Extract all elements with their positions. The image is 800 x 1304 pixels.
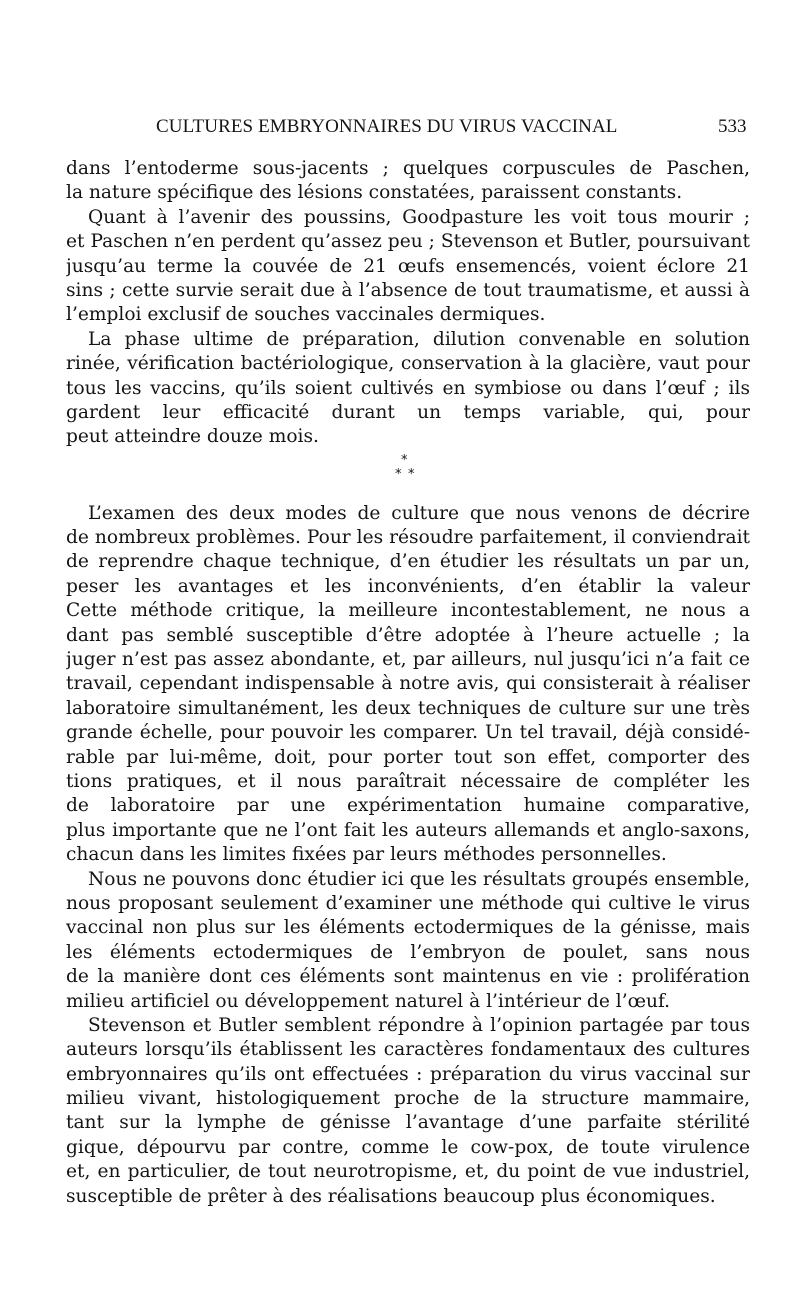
text-line: de laboratoire par une expérimentation humaine comparative, bbox=[66, 795, 750, 817]
text-line: plus importante que ne l’ont fait les auteurs allemands et anglo-saxons, bbox=[66, 819, 750, 841]
text-line: la nature spécifique des lésions constatées, paraissent constants. bbox=[66, 182, 683, 204]
text-line: et Paschen n’en perdent qu’assez peu ; Stevenson et Butler, poursuivant bbox=[66, 231, 750, 253]
section-separator bbox=[66, 452, 750, 490]
text-line: rinée, vérification bactériologique, conservation à la glacière, vaut pour bbox=[66, 353, 750, 375]
text-line: tous les vaccins, qu’ils soient cultivés en symbiose ou dans l’œuf ; ils bbox=[66, 377, 750, 399]
text-line: travail, cependant indispensable à notre avis, qui consisterait à réaliser bbox=[66, 673, 750, 695]
text-line: gique, dépourvu par contre, comme le cow-pox, de toute virulence bbox=[66, 1136, 750, 1158]
text-line: dans l’entoderme sous-jacents ; quelques corpuscules de Paschen, bbox=[66, 158, 750, 179]
text-line: peut atteindre douze mois. bbox=[66, 426, 319, 448]
text-line: Cette méthode critique, la meilleure incontestablement, ne nous a bbox=[66, 600, 750, 622]
text-line: juger n’est pas assez abondante, et, par ailleurs, nul jusqu’ici n’a fait ce bbox=[66, 649, 750, 671]
text-line: de nombreux problèmes. Pour les résoudre parfaitement, il conviendrait bbox=[66, 527, 750, 549]
text-line: dant pas semblé susceptible d’être adoptée à l’heure actuelle ; la bbox=[66, 624, 750, 646]
text-line: L’examen des deux modes de culture que nous venons de décrire bbox=[88, 502, 750, 524]
text-line: chacun dans les limites fixées par leurs méthodes personnelles. bbox=[66, 844, 667, 866]
text-line: auteurs lorsqu’ils établissent les caractères fondamentaux des cultures bbox=[66, 1039, 750, 1061]
text-line: de reprendre chaque technique, d’en étudier les résultats un par un, bbox=[66, 551, 750, 573]
text-line: nous proposant seulement d’examiner une méthode qui cultive le virus bbox=[66, 892, 750, 914]
text-line: milieu vivant, histologiquement proche de la structure mammaire, bbox=[66, 1088, 750, 1110]
text-line: peser les avantages et les inconvénients, d’en établir la valeur bbox=[66, 575, 750, 597]
separator-star: * bbox=[408, 466, 415, 482]
text-line: jusqu’au terme la couvée de 21 œufs ensemencés, voient éclore 21 bbox=[66, 255, 750, 277]
text-line: les éléments ectodermiques de l’embryon de poulet, sans nous bbox=[66, 941, 750, 963]
text-line: gardent leur efficacité durant un temps variable, qui, pour bbox=[66, 401, 750, 423]
text-line: Quant à l’avenir des poussins, Goodpasture les voit tous mourir ; bbox=[88, 206, 750, 228]
text-line: milieu artificiel ou développement naturel à l’intérieur de l’œuf. bbox=[66, 990, 671, 1012]
body-text bbox=[66, 157, 750, 1209]
text-line: et, en particulier, de tout neurotropisme, et, du point de vue industriel, bbox=[66, 1161, 750, 1183]
text-line: de la manière dont ces éléments sont maintenus en vie : prolifération bbox=[66, 966, 750, 988]
text-line: grande échelle, pour pouvoir les comparer. Un tel travail, déjà considé- bbox=[66, 722, 750, 744]
text-line: embryonnaires qu’ils ont effectuées : préparation du virus vaccinal sur bbox=[66, 1063, 750, 1085]
text-line: tant sur la lymphe de génisse l’avantage d’une parfaite stérilité bbox=[66, 1112, 750, 1134]
running-head bbox=[0, 116, 800, 140]
text-line: La phase ultime de préparation, dilution convenable en solution bbox=[88, 328, 750, 350]
text-line: susceptible de prêter à des réalisations beaucoup plus économiques. bbox=[66, 1185, 716, 1207]
text-line: sins ; cette survie serait due à l’absence de tout traumatisme, et aussi à bbox=[66, 279, 750, 301]
running-title: CULTURES EMBRYONNAIRES DU VIRUS VACCINAL bbox=[156, 116, 618, 137]
text-line: l’emploi exclusif de souches vaccinales dermiques. bbox=[66, 304, 546, 326]
text-line: vaccinal non plus sur les éléments ectodermiques de la génisse, mais bbox=[66, 917, 750, 939]
text-line: laboratoire simultanément, les deux techniques de culture sur une très bbox=[66, 697, 750, 719]
separator-star: * bbox=[401, 452, 408, 468]
text-line: Nous ne pouvons donc étudier ici que les résultats groupés ensemble, bbox=[88, 868, 750, 890]
separator-star: * bbox=[395, 466, 402, 482]
page-number: 533 bbox=[718, 116, 747, 137]
text-line: rable par lui-même, doit, pour porter tout son effet, comporter des bbox=[66, 746, 750, 768]
text-line: Stevenson et Butler semblent répondre à l’opinion partagée par tous bbox=[88, 1014, 750, 1036]
text-line: tions pratiques, et il nous paraîtrait nécessaire de compléter les bbox=[66, 770, 750, 792]
